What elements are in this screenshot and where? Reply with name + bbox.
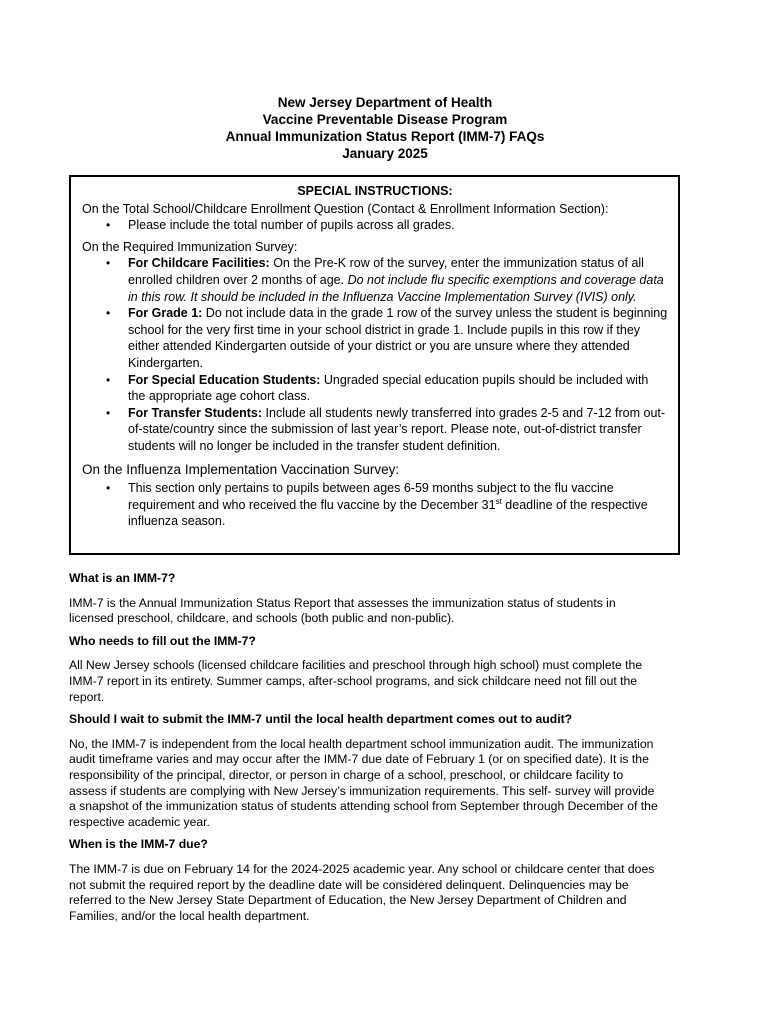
faq-answer: IMM-7 is the Annual Immunization Status Report that assesses the immunization status of students in licensed preschool, childcare, and schools (both public and non-public). [69, 595, 616, 626]
bullet-icon: • [106, 481, 111, 496]
faq-answer: No, the IMM-7 is independent from the local health department school immunization audit. The immunization audit timeframe varies and may occur after the IMM-7 due date of February 1 (or on specified date). It is the responsibility of the principal, director, or person in charge of a school, preschool, or childcare facility to assess if students are complying with New Jersey’s immunization requirements. This self- survey will provide a snapshot of the immunization status of students attending school from September through December of the respective academic year. [69, 736, 658, 829]
faq-section [69, 571, 659, 931]
faq-question: Should I wait to submit the IMM-7 until the local health department comes out to audit? [69, 712, 573, 727]
survey-intro: On the Required Immunization Survey: [82, 239, 298, 254]
childcare-italic-note: Do not include flu specific exemptions and coverage data in this row. It should be included in the Influenza Vaccine Implementation Survey (IVIS) only. [128, 272, 664, 304]
survey-list [82, 255, 668, 454]
bullet-icon: • [106, 256, 111, 271]
faq-answer: All New Jersey schools (licensed childcare facilities and preschool through high school) must complete the IMM-7 report in its entirety. Summer camps, after-school programs, and sick childcare need not fill out the report. [69, 658, 643, 704]
faq-question: When is the IMM-7 due? [69, 837, 208, 852]
bullet-icon: • [106, 372, 111, 387]
list-item [82, 305, 668, 371]
special-ed-label: For Special Education Students: [128, 372, 321, 387]
bullet-icon: • [106, 218, 111, 233]
grade1-label: For Grade 1: [128, 306, 203, 321]
flu-text-part2: deadline of the respective influenza season. [128, 497, 648, 529]
header-date: January 2025 [342, 146, 428, 161]
flu-text-part1: This section only pertains to pupils between ages 6-59 months subject to the flu vaccine requirement and who received the flu vaccine by the December 31 [128, 481, 614, 512]
childcare-label: For Childcare Facilities: [128, 256, 270, 271]
list-item [82, 217, 668, 234]
bullet-icon: • [106, 306, 111, 321]
grade1-text: Do not include data in the grade 1 row of the survey unless the student is beginning school for the very first time in your school district in grade 1. Include pupils in this row if they either attended Kindergarten outside of your district or you are unsure where they attended Kindergarten. [128, 306, 668, 370]
faq-question: What is an IMM-7? [69, 571, 176, 585]
list-item [82, 255, 668, 305]
list-item [82, 480, 668, 530]
enrollment-intro: On the Total School/Childcare Enrollment Question (Contact & Enrollment Information Section): [82, 201, 609, 216]
header-department: New Jersey Department of Health [277, 95, 493, 110]
special-instructions-title: SPECIAL INSTRUCTIONS: [297, 184, 453, 198]
flu-list [82, 480, 668, 530]
header-program: Vaccine Preventable Disease Program [262, 112, 508, 127]
special-instructions-box [69, 175, 680, 555]
enrollment-bullet-text: Please include the total number of pupils across all grades. [128, 218, 455, 233]
faq-question: Who needs to fill out the IMM-7? [69, 633, 256, 648]
special-ed-text: Ungraded special education pupils should be included with the appropriate age cohort class. [128, 372, 649, 404]
faq-answer: The IMM-7 is due on February 14 for the 2024-2025 academic year. Any school or childcare center that does not submit the required report by the deadline date will be considered delinquent. Delinquencies may be referred to the New Jersey State Department of Education, the New Jersey Department of Children and Families, and/or the local health department. [69, 861, 655, 923]
transfer-text: Include all students newly transferred into grades 2-5 and 7-12 from out-of-state/country since the submission of last year’s report. Please note, out-of-district transfer students will no longer be included in the transfer student definition. [128, 405, 666, 453]
transfer-label: For Transfer Students: [128, 405, 263, 420]
document-header [0, 94, 770, 162]
list-item [82, 405, 668, 455]
header-report-title: Annual Immunization Status Report (IMM-7) FAQs [225, 129, 545, 144]
enrollment-list [82, 217, 668, 234]
bullet-icon: • [106, 405, 111, 420]
list-item [82, 372, 668, 405]
flu-intro: On the Influenza Implementation Vaccination Survey: [82, 461, 400, 477]
flu-ordinal-suffix: st [495, 496, 502, 506]
childcare-text: On the Pre-K row of the survey, enter the immunization status of all enrolled children over 2 months of age. [128, 256, 644, 287]
